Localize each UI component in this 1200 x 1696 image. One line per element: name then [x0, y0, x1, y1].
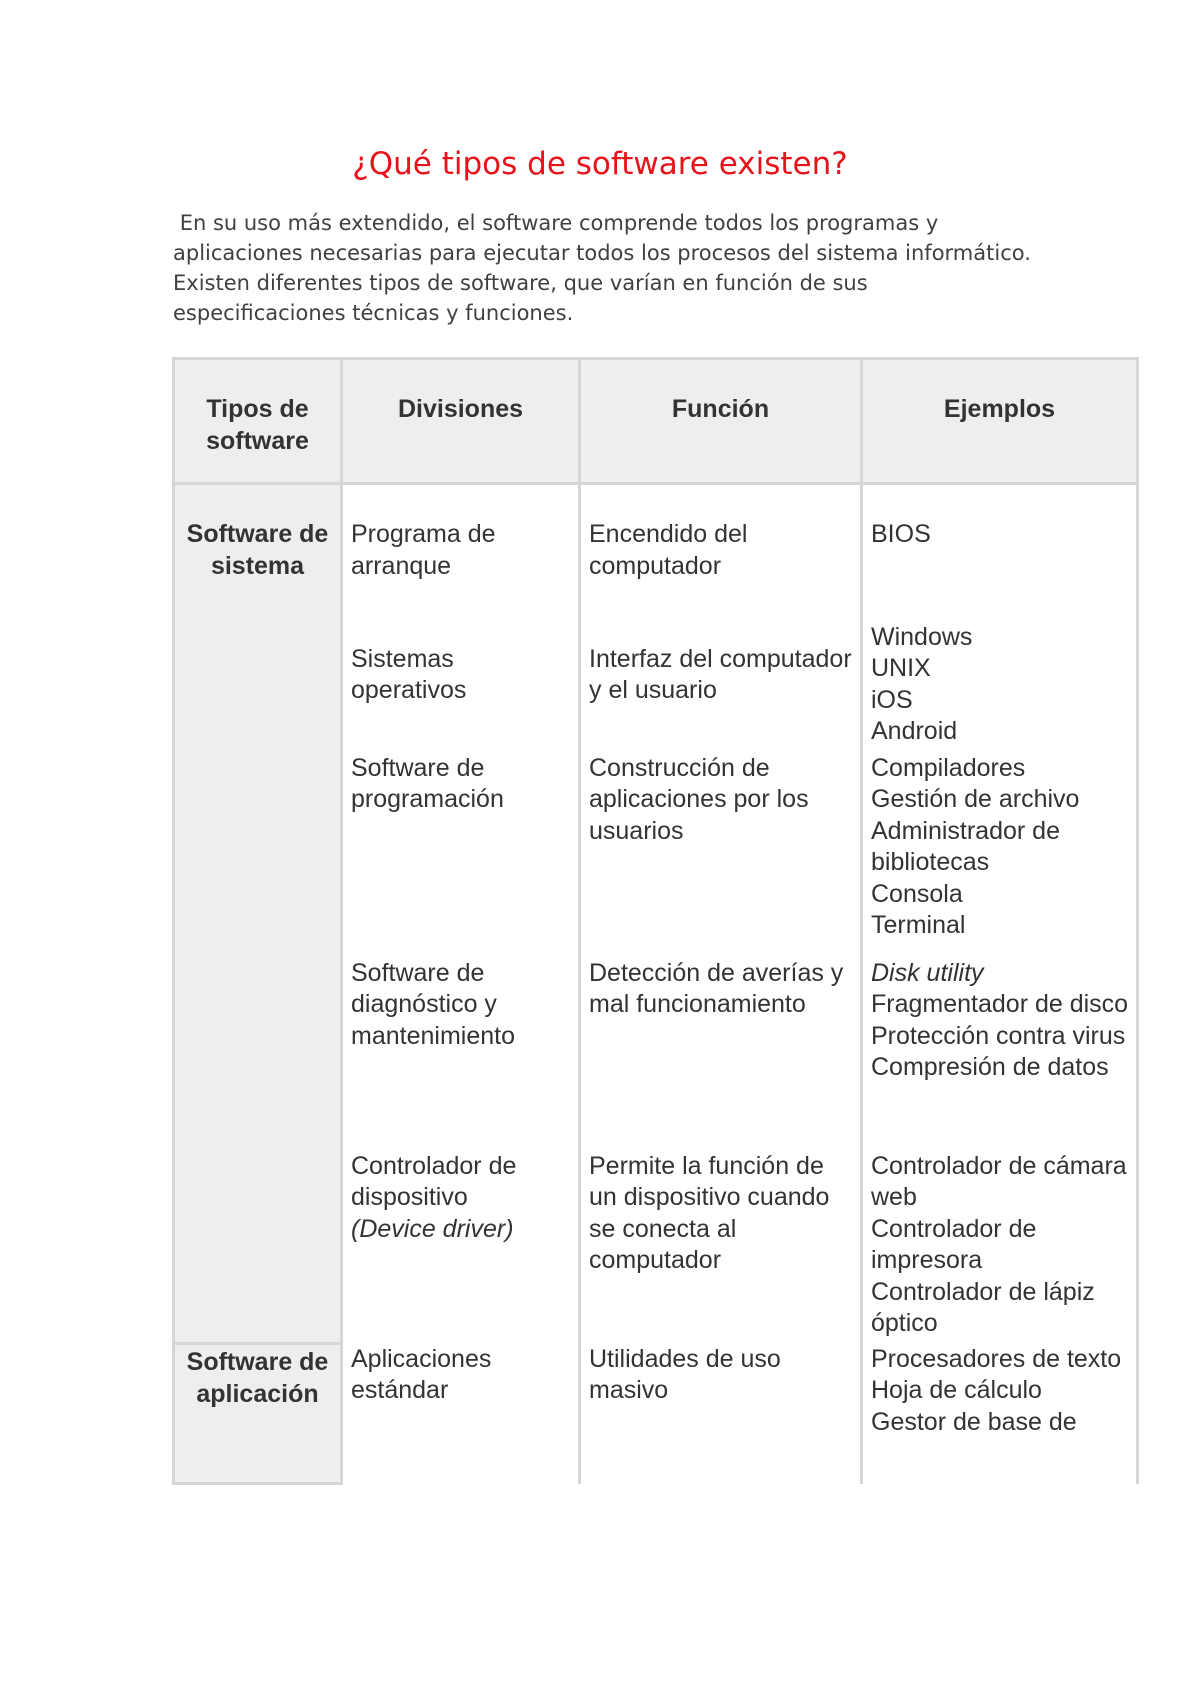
division-text: Software de programación — [351, 753, 504, 813]
example-item: Administrador de bibliotecas — [871, 816, 1060, 876]
example-item: Controlador de lápiz óptico — [871, 1277, 1095, 1337]
example-item: Fragmentador de disco — [871, 990, 1129, 1018]
function-cell: Encendido del computador — [580, 484, 862, 622]
function-cell: Detección de averías y mal funcionamiento — [580, 958, 862, 1151]
function-cell: Utilidades de uso masivo — [580, 1344, 862, 1484]
division-text: Aplicaciones estándar — [351, 1344, 492, 1404]
division-cell — [342, 958, 580, 1151]
example-item: Terminal — [871, 911, 966, 939]
examples-cell — [862, 958, 1138, 1151]
division-cell — [342, 622, 580, 753]
example-item: Gestor de base de — [871, 1407, 1077, 1436]
function-cell: Construcción de aplicaciones por los usuarios — [580, 753, 862, 958]
software-types-table-wrapper — [172, 357, 1139, 1485]
example-item: Controlador de cámara web — [871, 1151, 1127, 1211]
division-text: Software de diagnóstico y mantenimiento — [351, 958, 515, 1050]
table-row — [174, 484, 1138, 622]
header-types: Tipos de software — [174, 359, 342, 484]
division-cell — [342, 484, 580, 622]
division-text: Sistemas operativos — [351, 644, 467, 704]
page-title: ¿Qué tipos de software existen? — [352, 146, 848, 182]
division-cell — [342, 753, 580, 958]
example-item: Compiladores — [871, 753, 1026, 782]
intro-text — [173, 208, 1033, 328]
software-types-table — [172, 357, 1139, 1485]
type-cell: Software de sistema — [174, 484, 342, 1344]
example-item: Gestión de archivo — [871, 785, 1080, 813]
table-row — [174, 1344, 1138, 1484]
header-examples: Ejemplos — [862, 359, 1138, 484]
division-text: Programa de arranque — [351, 520, 496, 580]
examples-cell — [862, 753, 1138, 958]
intro-paragraph-1: En su uso más extendido, el software comprende todos los programas y aplicaciones necesarias para ejecutar todos los procesos del sistema informático. — [173, 211, 1031, 265]
examples-cell — [862, 1344, 1138, 1484]
intro-paragraph-2: Existen diferentes tipos de software, que varían en función de sus especificaciones técnicas y funciones. — [173, 271, 868, 325]
division-cell — [342, 1151, 580, 1344]
header-function: Función — [580, 359, 862, 484]
examples-cell — [862, 622, 1138, 753]
division-italic-text: (Device driver) — [351, 1214, 514, 1243]
division-cell — [342, 1344, 580, 1484]
example-item: Hoja de cálculo — [871, 1376, 1042, 1404]
example-item: Disk utility — [871, 958, 984, 987]
example-item: Consola — [871, 879, 963, 908]
example-item: Compresión de datos — [871, 1053, 1109, 1081]
example-item: Protección contra virus — [871, 1021, 1126, 1050]
examples-cell — [862, 484, 1138, 622]
example-item: iOS — [871, 685, 913, 714]
example-item: Android — [871, 717, 958, 745]
example-item: Controlador de impresora — [871, 1214, 1037, 1274]
header-divisions: Divisiones — [342, 359, 580, 484]
examples-cell — [862, 1151, 1138, 1344]
example-item: UNIX — [871, 654, 931, 682]
table-header-row — [174, 359, 1138, 484]
type-cell: Software de aplicación — [174, 1344, 342, 1484]
function-cell: Permite la función de un dispositivo cuando se conecta al computador — [580, 1151, 862, 1344]
example-item: Procesadores de texto — [871, 1344, 1122, 1373]
division-text: Controlador de dispositivo — [351, 1151, 517, 1211]
function-cell: Interfaz del computador y el usuario — [580, 622, 862, 753]
example-item: Windows — [871, 622, 973, 651]
example-item: BIOS — [871, 520, 931, 548]
